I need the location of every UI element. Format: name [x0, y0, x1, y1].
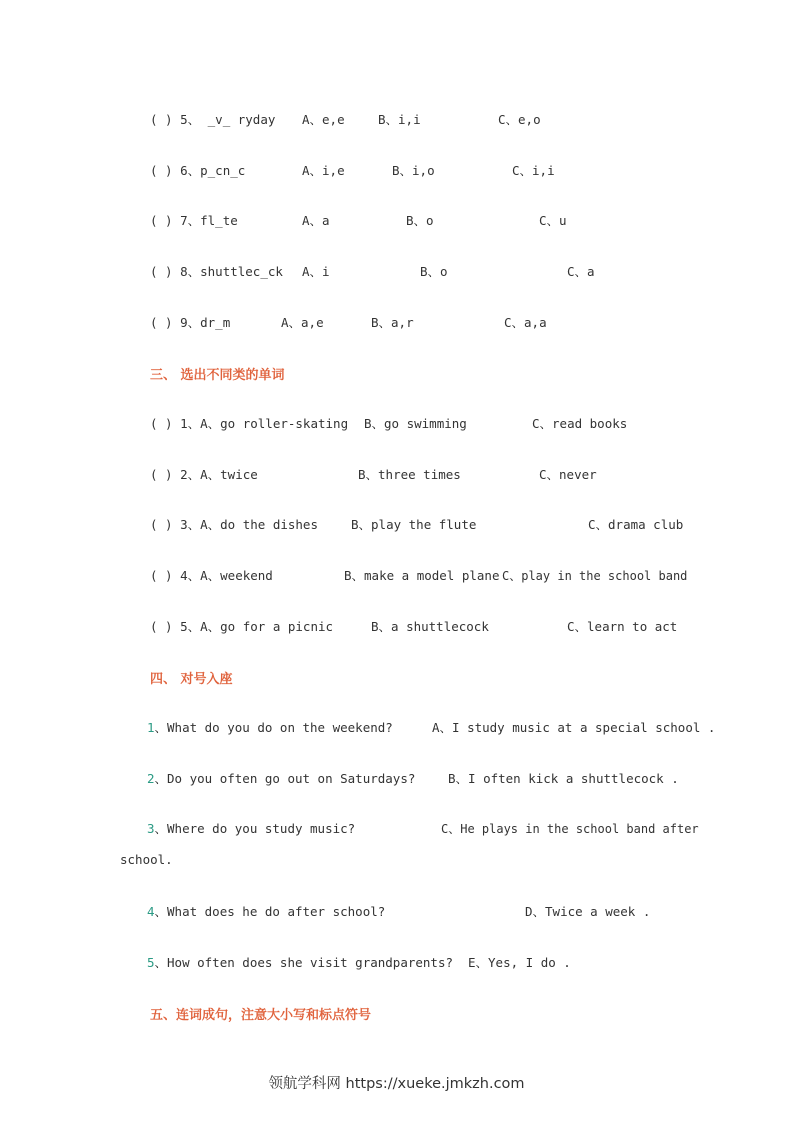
section3-title: 三、 选出不同类的单词 [150, 368, 285, 383]
question-stem: ( ) 8、shuttlec_ck [150, 264, 283, 279]
option-b: B、o [420, 264, 448, 279]
answer-option-continued: school. [120, 852, 173, 867]
question-text [147, 821, 355, 837]
option-a: A、a [302, 213, 330, 228]
option-b: B、a shuttlecock [371, 619, 489, 634]
option-a: A、i [302, 264, 330, 279]
option-c: C、a [567, 264, 595, 279]
question-stem: ( ) 6、p_cn_c [150, 163, 246, 178]
question-body: 、Where do you study music? [154, 821, 356, 836]
option-b: B、go swimming [364, 416, 467, 431]
question-number: 1 [147, 720, 155, 735]
option-b: B、a,r [371, 315, 414, 330]
section5-title: 五、连词成句，注意大小写和标点符号 [150, 1008, 372, 1023]
option-c: C、play in the school band [502, 569, 688, 583]
option-c: C、drama club [588, 517, 684, 532]
option-c: C、e,o [498, 112, 541, 127]
question-body: 、Do you often go out on Saturdays? [154, 771, 416, 786]
question-body: 、What do you do on the weekend? [154, 720, 393, 735]
question-stem: ( ) 1、A、go roller-skating [150, 416, 349, 431]
option-a: A、a,e [281, 315, 324, 330]
option-b: B、o [406, 213, 434, 228]
option-c: C、never [539, 467, 597, 482]
question-number: 2 [147, 771, 155, 786]
question-stem: ( ) 5、 _v_ ryday [150, 112, 276, 127]
option-a: A、i,e [302, 163, 345, 178]
option-a: A、e,e [302, 112, 345, 127]
question-text [147, 720, 393, 736]
answer-option: E、Yes, I do . [468, 955, 571, 970]
answer-option: D、Twice a week . [525, 904, 651, 919]
question-stem: ( ) 7、fl_te [150, 213, 238, 228]
option-c: C、a,a [504, 315, 547, 330]
footer-watermark: 领航学科网 https://xueke.jmkzh.com [268, 1076, 525, 1092]
question-stem: ( ) 2、A、twice [150, 467, 258, 482]
option-c: C、learn to act [567, 619, 678, 634]
question-text [147, 955, 453, 971]
question-number: 4 [147, 904, 155, 919]
question-body: 、What does he do after school? [154, 904, 386, 919]
option-b: B、i,i [378, 112, 421, 127]
answer-option: C、He plays in the school band after [441, 822, 699, 836]
answer-option: A、I study music at a special school . [432, 720, 716, 735]
option-b: B、make a model plane [344, 568, 500, 583]
option-b: B、i,o [392, 163, 435, 178]
option-c: C、i,i [512, 163, 555, 178]
question-stem: ( ) 3、A、do the dishes [150, 517, 318, 532]
question-text [147, 904, 385, 920]
question-text [147, 771, 415, 787]
question-stem: ( ) 5、A、go for a picnic [150, 619, 334, 634]
option-c: C、read books [532, 416, 628, 431]
question-stem: ( ) 9、dr_m [150, 315, 231, 330]
question-stem: ( ) 4、A、weekend [150, 568, 273, 583]
answer-option: B、I often kick a shuttlecock . [448, 771, 679, 786]
question-number: 3 [147, 821, 155, 836]
section4-title: 四、 对号入座 [150, 672, 233, 687]
question-number: 5 [147, 955, 155, 970]
option-b: B、play the flute [351, 517, 477, 532]
option-c: C、u [539, 213, 567, 228]
question-body: 、How often does she visit grandparents? [154, 955, 454, 970]
option-b: B、three times [358, 467, 461, 482]
